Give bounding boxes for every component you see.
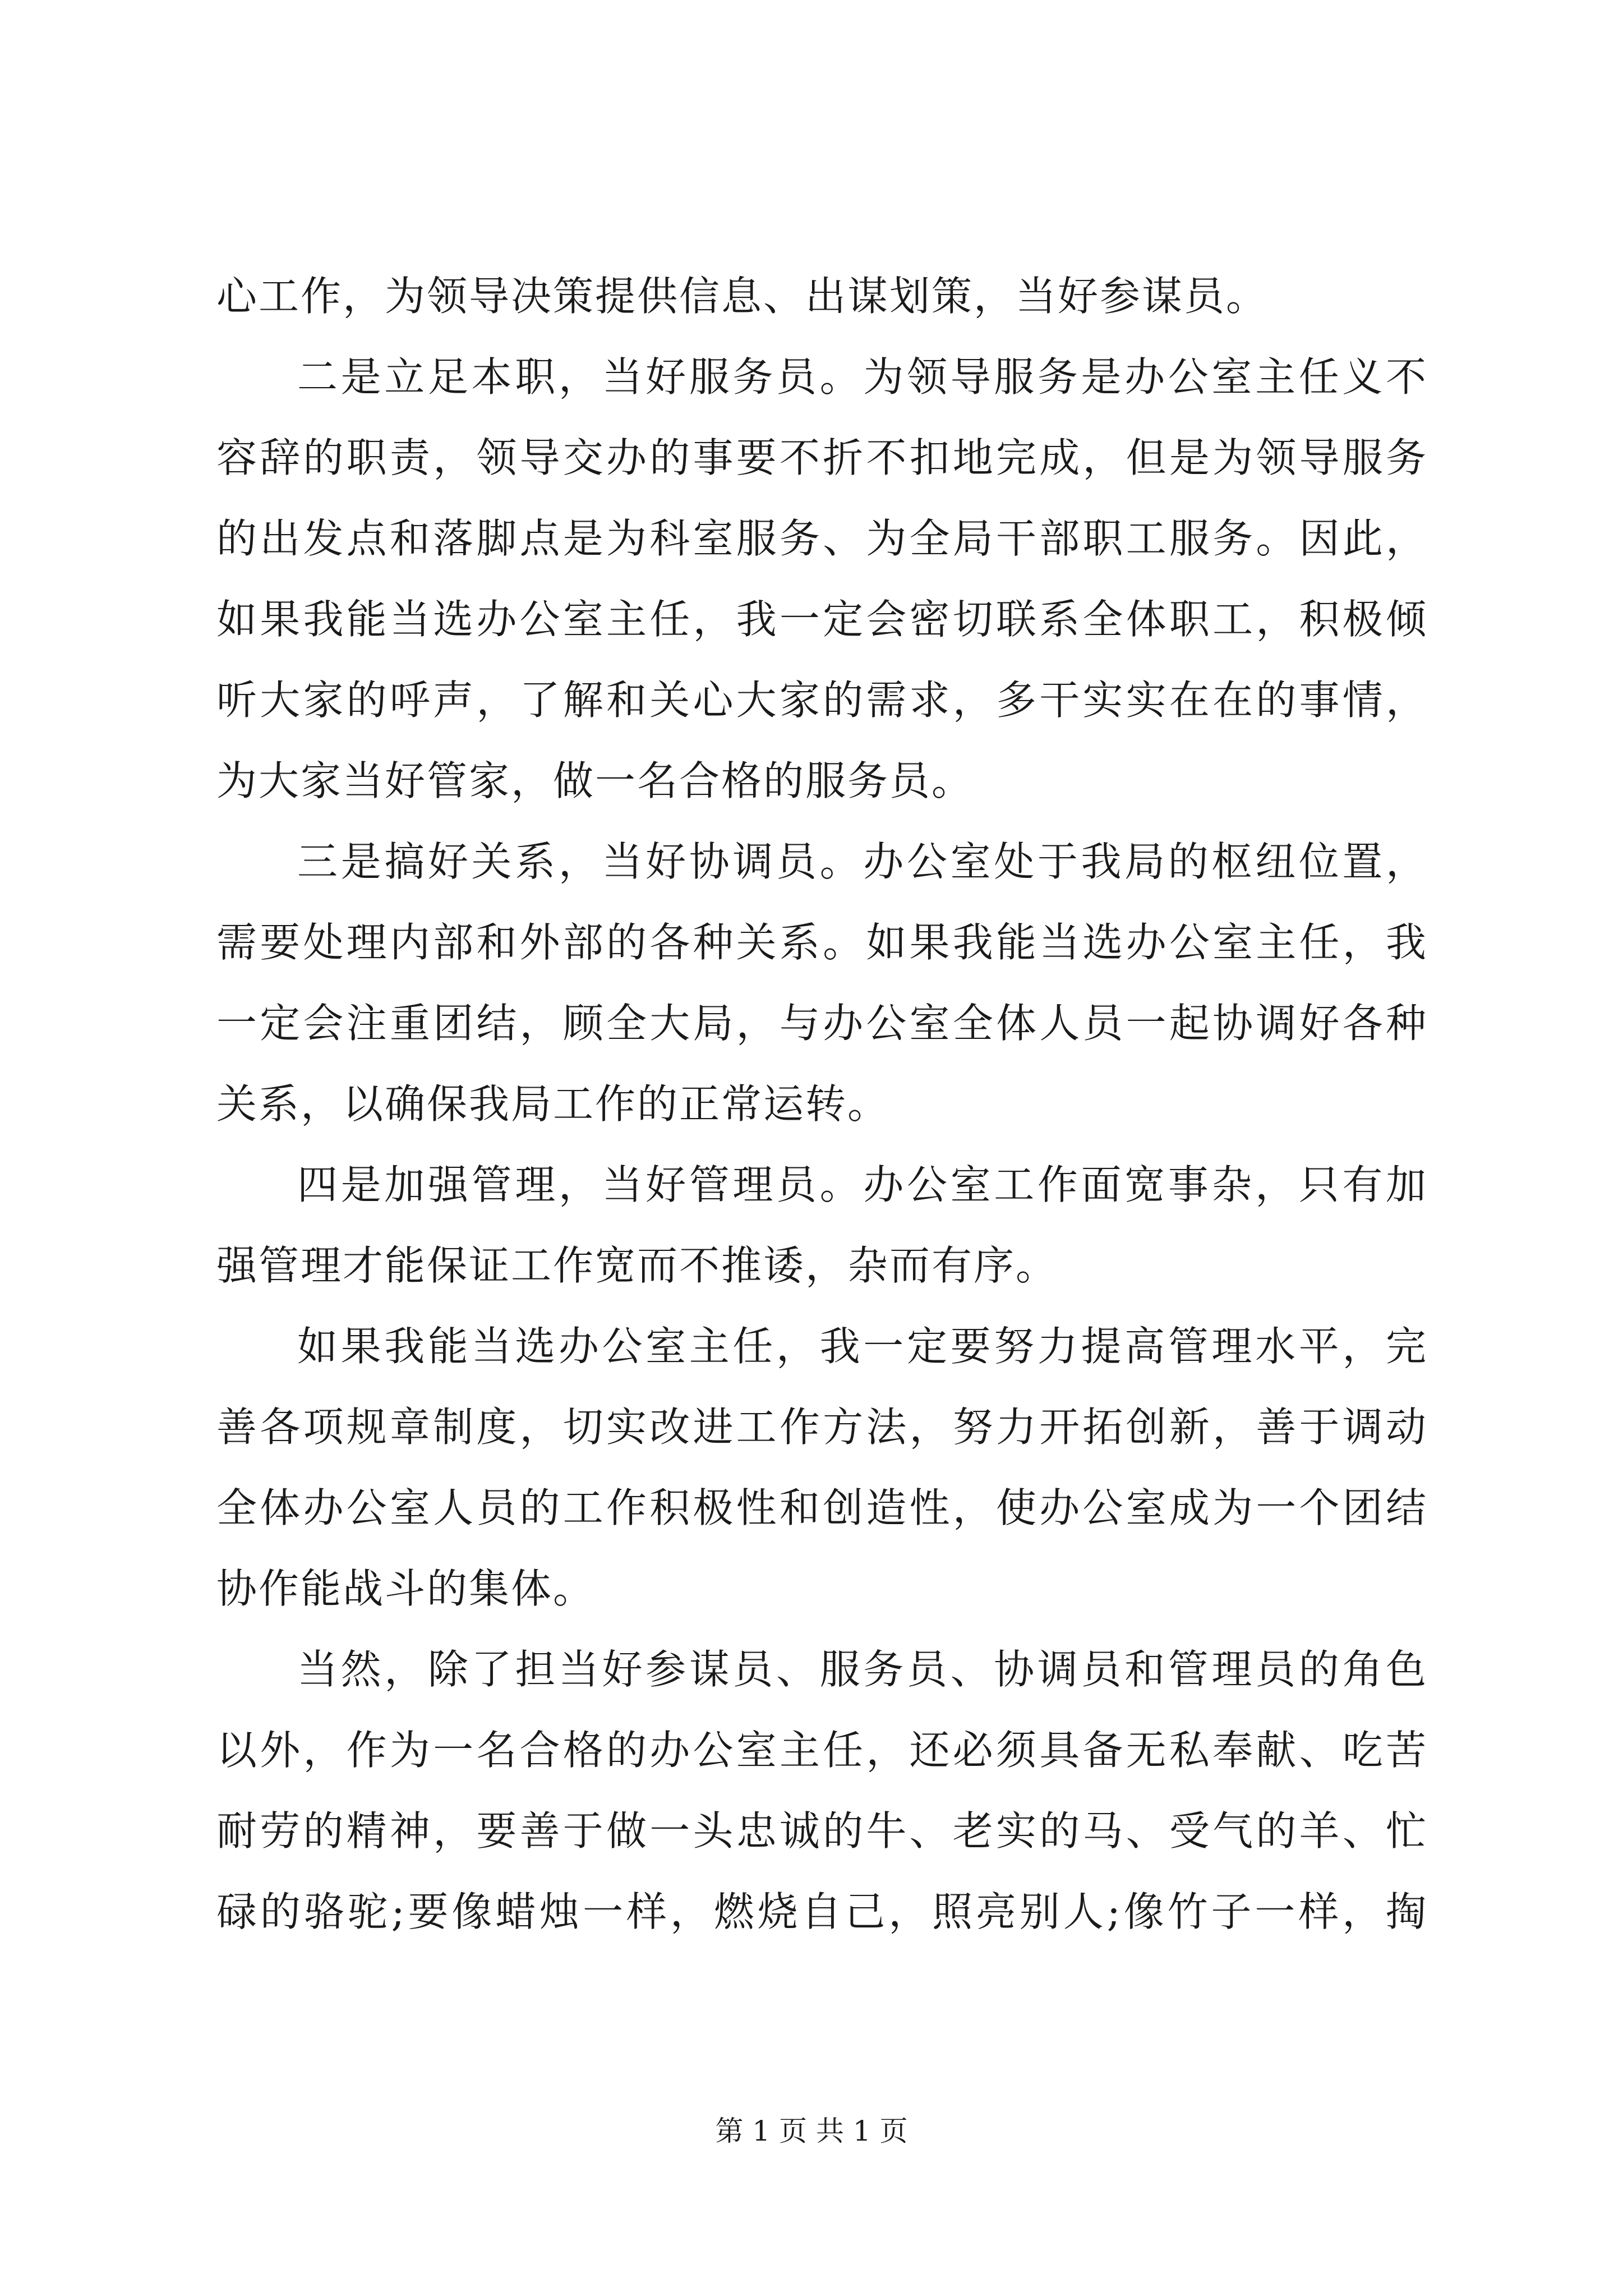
text-line: 容辞的职责，领导交办的事要不折不扣地完成，但是为领导服务 — [216, 434, 1428, 481]
text-line: 如果我能当选办公室主任，我一定会密切联系全体职工，积极倾 — [216, 596, 1428, 643]
text-line: 全体办公室人员的工作积极性和创造性，使办公室成为一个团结 — [216, 1484, 1428, 1531]
text-line: 的出发点和落脚点是为科室服务、为全局干部职工服务。因此， — [216, 515, 1428, 562]
text-line: 如果我能当选办公室主任，我一定要努力提高管理水平，完 — [297, 1323, 1428, 1370]
text-line: 以外，作为一名合格的办公室主任，还必须具备无私奉献、吃苦 — [216, 1727, 1428, 1774]
text-line: 关系，以确保我局工作的正常运转。 — [216, 1080, 890, 1128]
text-line: 三是搞好关系，当好协调员。办公室处于我局的枢纽位置， — [297, 838, 1428, 885]
text-line: 碌的骆驼;要像蜡烛一样，燃烧自己，照亮别人;像竹子一样，掏 — [216, 1888, 1428, 1935]
text-line: 一定会注重团结，顾全大局，与办公室全体人员一起协调好各种 — [216, 1000, 1428, 1047]
text-line: 需要处理内部和外部的各种关系。如果我能当选办公室主任，我 — [216, 919, 1428, 966]
text-line: 耐劳的精神，要善于做一头忠诚的牛、老实的马、受气的羊、忙 — [216, 1807, 1428, 1855]
text-line: 二是立足本职，当好服务员。为领导服务是办公室主任义不 — [297, 353, 1428, 401]
text-line: 四是加强管理，当好管理员。办公室工作面宽事杂，只有加 — [297, 1161, 1428, 1208]
text-line: 为大家当好管家，做一名合格的服务员。 — [216, 757, 974, 804]
text-line: 当然，除了担当好参谋员、服务员、协调员和管理员的角色 — [297, 1646, 1428, 1693]
text-line: 协作能战斗的集体。 — [216, 1565, 596, 1612]
text-line: 善各项规章制度，切实改进工作方法，努力开拓创新，善于调动 — [216, 1404, 1428, 1451]
page-footer: 第 1 页 共 1 页 — [715, 2115, 908, 2147]
text-line: 强管理才能保证工作宽而不推诿，杂而有序。 — [216, 1242, 1058, 1289]
document-body — [216, 256, 1428, 1952]
text-line: 听大家的呼声，了解和关心大家的需求，多干实实在在的事情， — [216, 677, 1428, 724]
text-line: 心工作，为领导决策提供信息、出谋划策，当好参谋员。 — [216, 273, 1269, 320]
